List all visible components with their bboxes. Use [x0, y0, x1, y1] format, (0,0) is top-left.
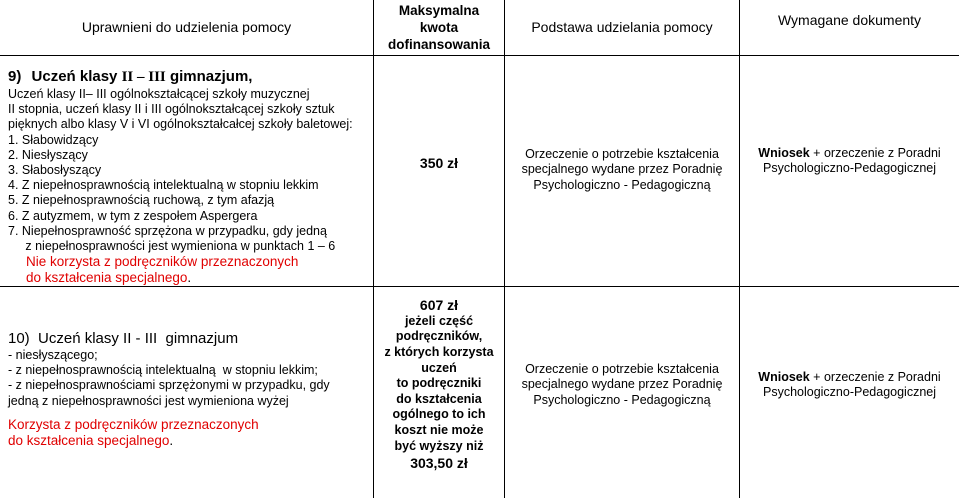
row9-amount-value: 350 zł [419, 155, 459, 171]
row9-title [8, 68, 370, 86]
row9-docs-application: Wniosek [758, 145, 810, 160]
row10-amount-condition: to podręczniki [396, 376, 482, 391]
row10-note-text: do kształcenia specjalnego [8, 432, 170, 448]
row10-amount-cap: 303,50 zł [410, 455, 468, 472]
row10-amount-value: 607 zł [419, 296, 459, 313]
row10-eligible [8, 330, 370, 449]
row9-note-line-last [26, 270, 370, 286]
row9-docs-line: Psychologiczno-Pedagogicznej [762, 161, 937, 175]
header-max-amount-line: dofinansowania [387, 37, 490, 52]
row9-title-number: 9) [8, 68, 22, 85]
row9-docs-rest: + orzeczenie z Poradni [809, 145, 941, 160]
row9-documents [740, 56, 959, 266]
row10-note-line: Korzysta z podręczników przeznaczonych [8, 416, 259, 432]
header-documents-label: Wymagane dokumenty [777, 11, 922, 28]
header-max-amount-line: kwota [419, 20, 459, 35]
row9-list-item: 7. Niepełnosprawność sprzężona w przypadku, gdy jedną [8, 223, 327, 238]
row9-note-line: Nie korzysta z podręczników przeznaczonych [26, 254, 299, 270]
row10-amount-condition: ogólnego to ich [392, 407, 486, 422]
row9-desc-line: II stopnia, uczeń klasy II i III ogólnokształcącej szkoły sztuk [8, 102, 335, 117]
row9-list-item: 1. Słabowidzący [8, 132, 99, 147]
row10-amount-condition: koszt nie może [394, 422, 484, 437]
row10-docs-rest: + orzeczenie z Poradni [809, 369, 941, 384]
row10-docs-application: Wniosek [758, 369, 810, 384]
row10-note-period: . [169, 432, 174, 448]
row9-title-rest: gimnazjum, [169, 68, 253, 85]
row10-docs-line: Psychologiczno-Pedagogicznej [762, 385, 937, 399]
row10-amount-condition: być wyższy niż [394, 438, 484, 453]
row9-title-text: Uczeń klasy [31, 68, 118, 85]
row9-list-item: z niepełnosprawności jest wymieniona w punktach 1 – 6 [8, 239, 336, 254]
row10-desc-line: - z niepełnosprawnością intelektualną w stopniu lekkim; [8, 363, 318, 378]
row10-amount-condition: uczeń [421, 360, 457, 375]
header-basis-label: Podstawa udzielania pomocy [531, 19, 713, 35]
row10-basis-line: Psychologiczno - Pedagogiczną [533, 392, 711, 407]
header-documents [740, 0, 959, 40]
row10-title: 10) Uczeń klasy II - III gimnazjum [8, 330, 239, 347]
row9-basis [505, 56, 739, 284]
row9-list-item: 2. Niesłyszący [8, 147, 88, 162]
row9-basis-line: Orzeczenie o potrzebie kształcenia [525, 146, 719, 161]
row10-basis-line: Orzeczenie o potrzebie kształcenia [525, 361, 719, 376]
row9-note-text: do kształcenia specjalnego [26, 270, 188, 286]
header-eligible-label: Uprawnieni do udzielenia pomocy [81, 19, 292, 35]
header-max-amount [374, 0, 504, 55]
row9-desc-line: Uczeń klasy II– III ogólnokształcącej szkoły muzycznej [8, 87, 310, 101]
row10-desc-line: - z niepełnosprawnościami sprzężonymi w przypadku, gdy [8, 378, 330, 393]
row9-basis-line: specjalnego wydane przez Poradnię [521, 162, 723, 177]
row9-list-item: 3. Słabosłyszący [8, 163, 102, 178]
row10-desc-line: jedną z niepełnosprawności jest wymieniona wyżej [8, 393, 289, 408]
row9-list-item: 5. Z niepełnosprawnością ruchową, z tym afazją [8, 193, 275, 208]
row9-amount [374, 56, 504, 270]
row9-list-item: 4. Z niepełnosprawnością intelektualną w stopniu lekkim [8, 178, 319, 193]
row10-basis [505, 287, 739, 483]
header-basis [505, 0, 739, 55]
row10-amount-condition: podręczników, [395, 329, 483, 344]
row10-note-line-last [8, 433, 370, 449]
row9-title-roman: II – III [121, 69, 166, 85]
row9-desc-line: pięknych albo klasy V i VI ogólnokształcałcej szkoły baletowej: [8, 117, 353, 132]
row10-amount [374, 298, 504, 470]
row9-eligible [8, 68, 370, 286]
row9-note-period: . [187, 270, 192, 286]
row10-amount-condition: do kształcenia [396, 391, 482, 406]
row10-documents [740, 287, 959, 483]
row10-basis-line: specjalnego wydane przez Poradnię [521, 377, 723, 392]
row10-amount-condition: z których korzysta [384, 345, 494, 360]
row9-list-item: 6. Z autyzmem, w tym z zespołem Aspergera [8, 208, 258, 223]
header-max-amount-line: Maksymalna [398, 3, 480, 18]
header-eligible [0, 0, 373, 55]
row10-amount-condition: jeżeli część [404, 313, 474, 328]
row9-basis-line: Psychologiczno - Pedagogiczną [533, 177, 711, 192]
row10-desc-line: - niesłyszącego; [8, 348, 98, 362]
